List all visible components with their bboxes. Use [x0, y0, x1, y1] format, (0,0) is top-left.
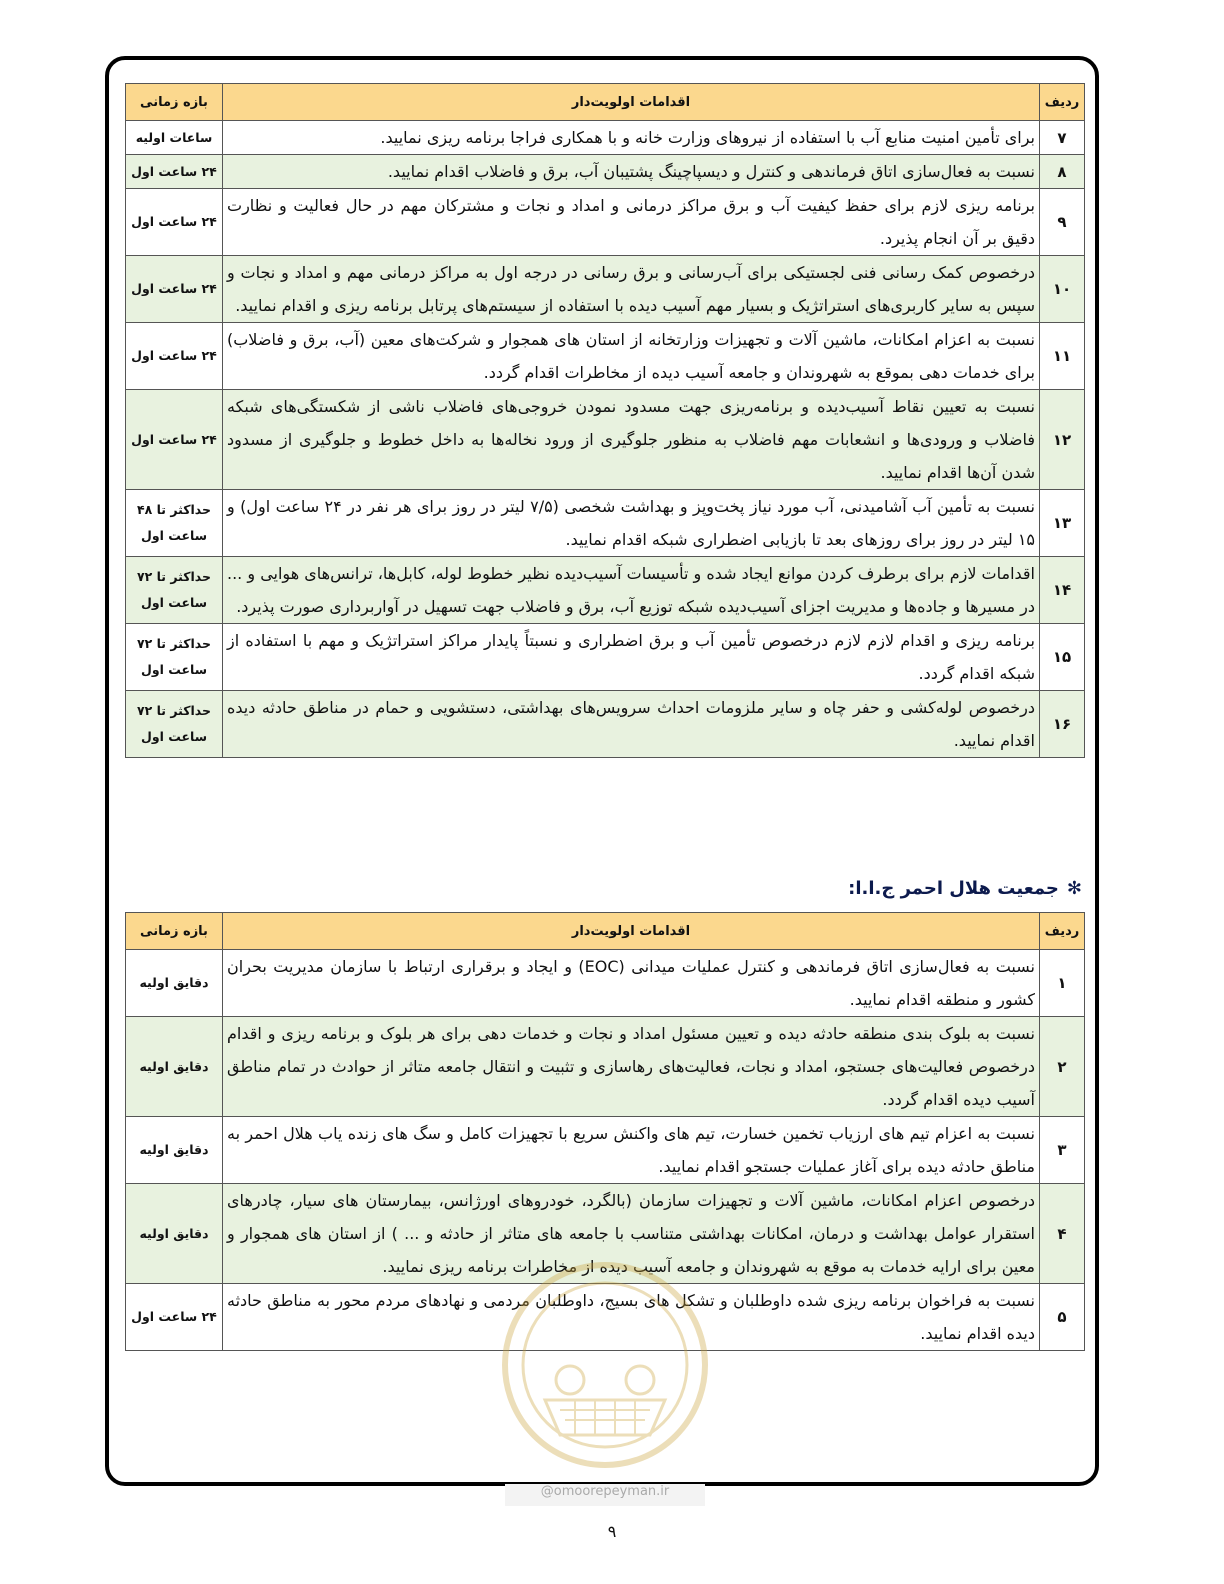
table-row: [126, 557, 1085, 624]
priority-actions-table-1: [125, 83, 1085, 758]
table-row: [126, 691, 1085, 758]
section-heading: ✻جمعیت هلال احمر ج.ا.ا:: [848, 878, 1082, 899]
table-row: [126, 323, 1085, 390]
header-actions: اقدامات اولویت‌دار: [223, 84, 1040, 121]
row-number: ۲: [1040, 1017, 1085, 1117]
row-number: ۹: [1040, 189, 1085, 256]
header-actions: اقدامات اولویت‌دار: [223, 913, 1040, 950]
action-text: نسبت به تعیین نقاط آسیب‌دیده و برنامه‌ریزی جهت مسدود نمودن خروجی‌های فاضلاب ناشی از شکستگی‌های شبکه فاضلاب و ورودی‌ها و انشعابات مهم فاضلاب به منظور جلوگیری از ورود نخاله‌ها به داخل خطوط و جلوگیری از مسدود شدن آن‌ها اقدام نمایید.: [223, 390, 1040, 490]
time-frame: دقایق اولیه: [126, 1117, 223, 1184]
action-text: درخصوص لوله‌کشی و حفر چاه و سایر ملزومات احداث سرویس‌های بهداشتی، دستشویی و حمام در مناطق حادثه دیده اقدام نمایید.: [223, 691, 1040, 758]
time-frame: ۲۴ ساعت اول: [126, 323, 223, 390]
time-frame: ۲۴ ساعت اول: [126, 256, 223, 323]
action-text: نسبت به اعزام امکانات، ماشین آلات و تجهیزات وزارتخانه از استان های همجوار و شرکت‌های معین (آب، برق و فاضلاب) برای خدمات دهی بموقع به شهروندان و جامعه آسیب دیده از مخاطرات اقدام گردد.: [223, 323, 1040, 390]
row-number: ۱۵: [1040, 624, 1085, 691]
action-text: اقدامات لازم برای برطرف کردن موانع ایجاد شده و تأسیسات آسیب‌دیده نظیر خطوط لوله، کابل‌ها، ترانس‌های هوایی و ... در مسیرها و جاده‌ها و مدیریت اجزای آسیب‌دیده شبکه توزیع آب، برق و فاضلاب جهت تسهیل در آواربرداری صورت پذیرد.: [223, 557, 1040, 624]
action-text: نسبت به اعزام تیم های ارزیاب تخمین خسارت، تیم های واکنش سریع با تجهیزات کامل و سگ های زنده یاب هلال احمر به مناطق حادثه دیده برای آغاز عملیات جستجو اقدام نمایید.: [223, 1117, 1040, 1184]
table-row: [126, 490, 1085, 557]
row-number: ۴: [1040, 1184, 1085, 1284]
time-frame: حداکثر تا ۴۸ ساعت اول: [126, 490, 223, 557]
header-time-frame: بازه زمانی: [126, 84, 223, 121]
time-frame: ۲۴ ساعت اول: [126, 189, 223, 256]
table-row: [126, 1117, 1085, 1184]
action-text: نسبت به فراخوان برنامه ریزی شده داوطلبان و تشکل های بسیج، داوطلبان مردمی و نهادهای مردم محور به مناطق حادثه دیده اقدام نمایید.: [223, 1284, 1040, 1351]
time-frame: دقایق اولیه: [126, 1184, 223, 1284]
row-number: ۱۳: [1040, 490, 1085, 557]
time-frame: حداکثر تا ۷۲ ساعت اول: [126, 624, 223, 691]
action-text: نسبت به بلوک بندی منطقه حادثه دیده و تعیین مسئول امداد و نجات و خدمات دهی برای هر بلوک و برنامه ریزی و اقدام درخصوص فعالیت‌های جستجو، امداد و نجات، فعالیت‌های رهاسازی و تثبیت و انتقال جامعه متاثر از حوادث در تمام مناطق آسیب دیده اقدام گردد.: [223, 1017, 1040, 1117]
watermark-url: @omoorepeyman.ir: [505, 1484, 705, 1506]
action-text: برای تأمین امنیت منابع آب با استفاده از نیروهای وزارت خانه و با همکاری فراجا برنامه ریزی نمایید.: [223, 121, 1040, 155]
time-frame: دقایق اولیه: [126, 1017, 223, 1117]
time-frame: دقایق اولیه: [126, 950, 223, 1017]
time-frame: ۲۴ ساعت اول: [126, 390, 223, 490]
time-frame: حداکثر تا ۷۲ ساعت اول: [126, 691, 223, 758]
table-row: [126, 155, 1085, 189]
asterisk-icon: ✻: [1066, 878, 1082, 899]
header-row-number: ردیف: [1040, 913, 1085, 950]
row-number: ۱: [1040, 950, 1085, 1017]
table-row: [126, 189, 1085, 256]
time-frame: ساعات اولیه: [126, 121, 223, 155]
action-text: درخصوص اعزام امکانات، ماشین آلات و تجهیزات سازمان (بالگرد، خودروهای اورژانس، بیمارستان های سیار، چادرهای استقرار عوامل بهداشت و درمان، امکانات بهداشتی متناسب با جامعه های متاثر از حادثه و ... ) از استان های همجوار و معین برای ارایه خدمات به موقع به شهروندان و جامعه آسیب دیده از مخاطرات برنامه ریزی نمایید.: [223, 1184, 1040, 1284]
action-text: نسبت به فعال‌سازی اتاق فرماندهی و کنترل و دیسپاچینگ پشتیبان آب، برق و فاضلاب اقدام نمایید.: [223, 155, 1040, 189]
header-time-frame: بازه زمانی: [126, 913, 223, 950]
row-number: ۸: [1040, 155, 1085, 189]
row-number: ۱۱: [1040, 323, 1085, 390]
action-text: درخصوص کمک رسانی فنی لجستیکی برای آب‌رسانی و برق رسانی در درجه اول به مراکز درمانی مهم و امداد و نجات و سپس به سایر کاربری‌های استراتژیک و بسیار مهم آسیب دیده با استفاده از سیستم‌های پرتابل برنامه ریزی و اقدام نمایید.: [223, 256, 1040, 323]
table-row: [126, 624, 1085, 691]
row-number: ۱۶: [1040, 691, 1085, 758]
action-text: برنامه ریزی و اقدام لازم لازم درخصوص تأمین آب و برق اضطراری و نسبتاً پایدار مراکز استراتژیک و مهم با استفاده از شبکه اقدام گردد.: [223, 624, 1040, 691]
row-number: ۱۴: [1040, 557, 1085, 624]
header-row-number: ردیف: [1040, 84, 1085, 121]
action-text: نسبت به تأمین آب آشامیدنی، آب مورد نیاز پخت‌وپز و بهداشت شخصی (۷/۵ لیتر در روز برای هر نفر در ۲۴ ساعت اول) و ۱۵ لیتر در روز برای روزهای بعد تا بازیابی اضطراری شبکه اقدام نمایید.: [223, 490, 1040, 557]
action-text: نسبت به فعال‌سازی اتاق فرماندهی و کنترل عملیات میدانی (EOC) و ایجاد و برقراری ارتباط با سازمان مدیریت بحران کشور و منطقه اقدام نمایید.: [223, 950, 1040, 1017]
table-header-row: [126, 84, 1085, 121]
page-number: ۹: [607, 1522, 617, 1541]
table-row: [126, 1017, 1085, 1117]
table-row: [126, 121, 1085, 155]
table-row: [126, 390, 1085, 490]
table-header-row: [126, 913, 1085, 950]
row-number: ۳: [1040, 1117, 1085, 1184]
action-text: برنامه ریزی لازم برای حفظ کیفیت آب و برق مراکز درمانی و امداد و نجات و مشترکان مهم در حال فعالیت و نظارت دقیق بر آن انجام پذیرد.: [223, 189, 1040, 256]
row-number: ۷: [1040, 121, 1085, 155]
time-frame: حداکثر تا ۷۲ ساعت اول: [126, 557, 223, 624]
row-number: ۵: [1040, 1284, 1085, 1351]
watermark-seal-logo: [500, 1260, 710, 1470]
row-number: ۱۰: [1040, 256, 1085, 323]
time-frame: ۲۴ ساعت اول: [126, 155, 223, 189]
row-number: ۱۲: [1040, 390, 1085, 490]
table-row: [126, 950, 1085, 1017]
table-row: [126, 256, 1085, 323]
time-frame: ۲۴ ساعت اول: [126, 1284, 223, 1351]
